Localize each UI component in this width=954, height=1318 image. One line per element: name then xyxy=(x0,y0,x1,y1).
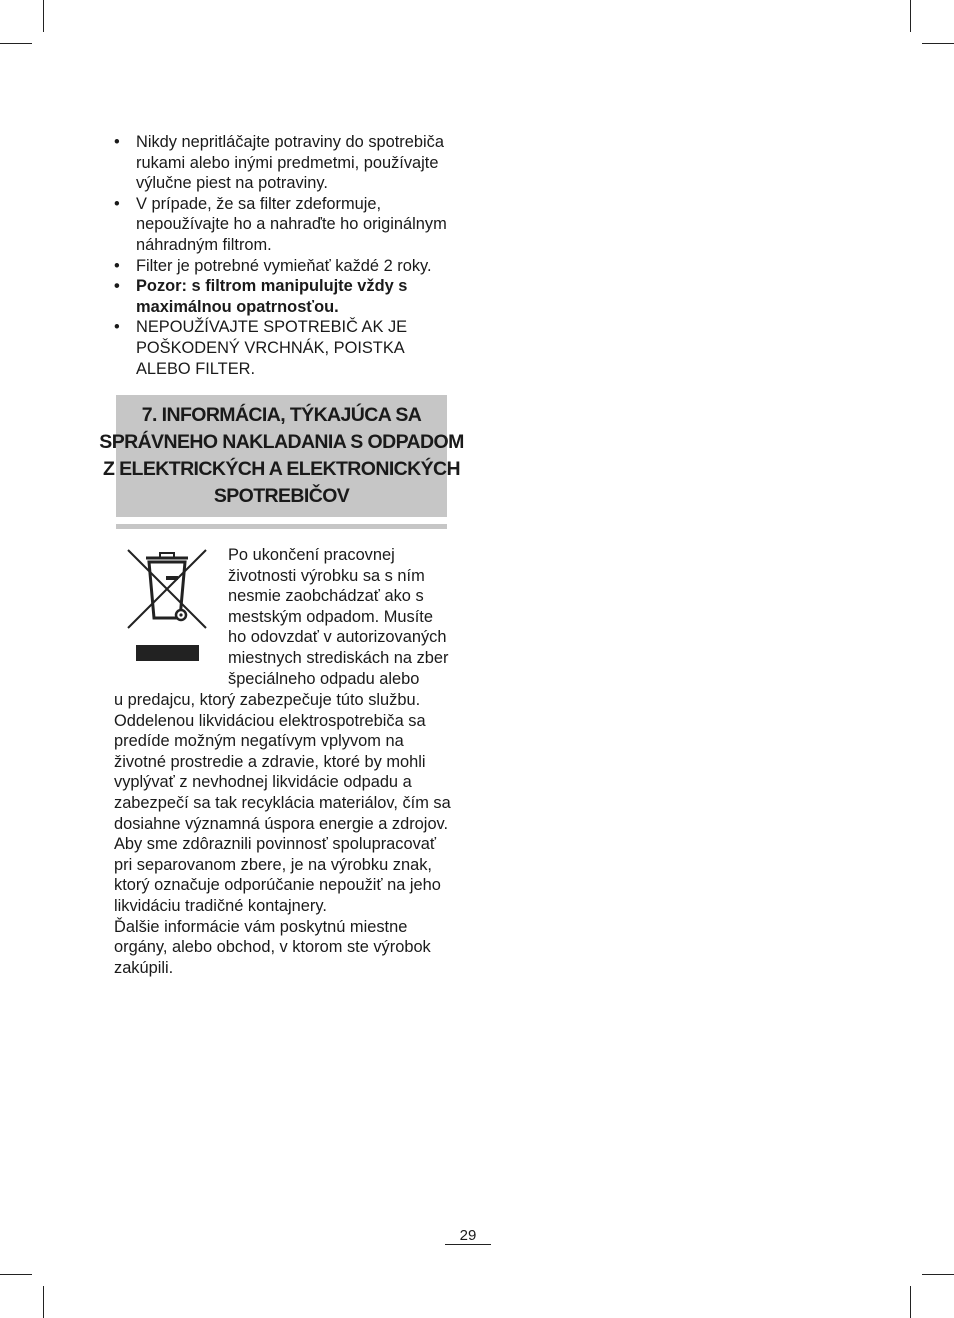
crop-mark xyxy=(43,1286,44,1318)
paragraph-line: zabezpečí sa tak recyklácia materiálov, čím sa xyxy=(114,793,451,812)
page-number-rule xyxy=(445,1244,491,1245)
bullet-line: Pozor: s filtrom manipulujte vždy s xyxy=(136,277,408,296)
section-title-line: SPOTREBIČOV xyxy=(213,485,350,507)
section-title-line: Z ELEKTRICKÝCH A ELEKTRONICKÝCH xyxy=(103,458,460,480)
bullet-line: výlučne piest na potraviny. xyxy=(136,174,328,193)
paragraph-line: Ďalšie informácie vám poskytnú miestne xyxy=(114,917,408,936)
paragraph-line: životnosti výrobku sa s ním xyxy=(228,566,425,585)
crop-mark xyxy=(0,43,32,44)
paragraph-line: orgány, alebo obchod, v ktorom ste výrobok xyxy=(114,938,431,957)
bullet-line: Nikdy nepritláčajte potraviny do spotrebiča xyxy=(136,133,444,151)
crossed-out-wheelie-bin-icon xyxy=(124,546,210,664)
crop-mark xyxy=(0,1274,32,1275)
paragraph-line: pri separovanom zbere, je na výrobku znak, xyxy=(114,855,432,874)
bullet-line: ALEBO FILTER. xyxy=(136,359,256,378)
bullet-glyph: • xyxy=(114,194,120,213)
bullet-glyph: • xyxy=(114,277,120,296)
bullet-line: V prípade, že sa filter zdeformuje, xyxy=(136,194,382,213)
paragraph-line: ktorý označuje odporúčanie nepoužiť na jeho xyxy=(114,876,441,895)
paragraph-line: miestnych strediskách na zber xyxy=(228,648,449,667)
crop-mark xyxy=(922,43,954,44)
bullet-line: NEPOUŽÍVAJTE SPOTREBIČ AK JE xyxy=(136,318,408,337)
bullet-glyph: • xyxy=(114,318,120,337)
bullet-line: náhradným filtrom. xyxy=(136,235,272,254)
disposal-paragraph-intro xyxy=(228,545,458,689)
crop-mark xyxy=(922,1274,954,1275)
paragraph-line: ho odovzdať v autorizovaných xyxy=(228,628,447,647)
section-title-line: SPRÁVNEHO NAKLADANIA S ODPADOM xyxy=(99,431,464,453)
bullet-item xyxy=(110,256,450,277)
bullet-item xyxy=(110,132,450,194)
paragraph-line: špeciálneho odpadu alebo xyxy=(228,669,420,688)
paragraph-line: životné prostredie a zdravie, ktoré by mohli xyxy=(114,752,426,771)
paragraph-line: likvidáciu tradičné kontajnery. xyxy=(114,896,327,915)
paragraph-line: nesmie zaobchádzať ako s xyxy=(228,587,424,606)
bullet-item xyxy=(110,194,450,256)
paragraph-line: Po ukončení pracovnej xyxy=(228,546,395,564)
bullet-line: nepoužívajte ho a nahraďte ho originálnym xyxy=(136,215,447,234)
bullet-line: maximálnou opatrnosťou. xyxy=(136,297,339,316)
section-divider xyxy=(116,524,447,529)
crop-mark xyxy=(910,1286,911,1318)
paragraph-line: zakúpili. xyxy=(114,958,174,977)
paragraph-line: dosiahne významná úspora energie a zdrojov. xyxy=(114,814,449,833)
bullet-line: rukami alebo inými predmetmi, používajte xyxy=(136,153,439,172)
crop-mark xyxy=(910,0,911,32)
bullet-glyph: • xyxy=(114,133,120,151)
paragraph-line: u predajcu, ktorý zabezpečuje túto službu. xyxy=(114,691,421,709)
crop-mark xyxy=(43,0,44,32)
bullet-line: Filter je potrebné vymieňať každé 2 roky. xyxy=(136,256,432,275)
paragraph-line: Oddelenou likvidáciou elektrospotrebiča sa xyxy=(114,711,426,730)
paragraph-line: predíde možným negatívym vplyvom na xyxy=(114,732,404,751)
page-number: 29 xyxy=(459,1227,477,1244)
disposal-paragraph-body xyxy=(114,690,459,978)
section-title-line: 7. INFORMÁCIA, TÝKAJÚCA SA xyxy=(141,404,422,426)
bullet-glyph: • xyxy=(114,256,120,275)
paragraph-line: vyplývať z nevhodnej likvidácie odpadu a xyxy=(114,773,412,792)
paragraph-line: mestským odpadom. Musíte xyxy=(228,607,433,626)
bullet-item xyxy=(110,317,450,379)
paragraph-line: Aby sme zdôraznili povinnosť spolupracovať xyxy=(114,835,437,854)
safety-bullet-list xyxy=(110,132,450,379)
bullet-line: POŠKODENÝ VRCHNÁK, POISTKA xyxy=(136,338,405,357)
section-title xyxy=(97,402,465,510)
bullet-item-warning xyxy=(110,276,450,317)
section-heading-box xyxy=(99,395,464,517)
